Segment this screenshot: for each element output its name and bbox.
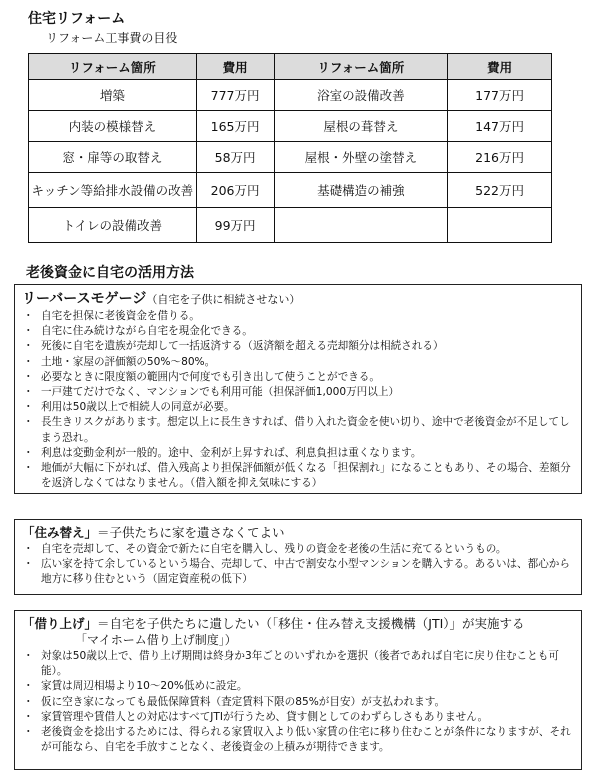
table-cell: 165万円 <box>196 111 274 142</box>
list-item: ・ 対象は50歳以上で、借り上げ期間は終身か3年ごとのいずれかを選択（後者であれば自宅に戻り住むことも可能）。 <box>15 649 581 679</box>
list-item: ・ 自宅を担保に老後資金を借りる。 <box>15 309 581 324</box>
list-item: ・ 広い家を持て余しているという場合、売却して、中古で割安な小型マンションを購入する。あるいは、都心から地方に移り住むという（固定資産税の低下） <box>15 557 581 587</box>
sumikae-box <box>14 519 582 595</box>
bullet-list <box>15 542 581 588</box>
list-item: ・ 地価が大幅に下がれば、借入残高より担保評価額が低くなる「担保割れ」になることもあり、その場合、差額分を返済しなくてはなりません。（借入額を抑え気味にする） <box>15 461 581 491</box>
table-row <box>29 173 552 208</box>
list-item: ・ 土地・家屋の評価額の50%～80%。 <box>15 355 581 370</box>
box-title-note: （自宅を子供に相続させない） <box>146 293 301 306</box>
box-title <box>22 523 581 541</box>
box-title-note: ＝自宅を子供たちに遺したい（「移住・住み替え支援機構（JTI）」が実施する <box>97 616 525 631</box>
table-cell: 777万円 <box>196 80 274 111</box>
box-title <box>22 288 581 308</box>
reform-cost-table <box>28 53 552 243</box>
list-item: ・ 仮に空き家になっても最低保障賃料（査定賃料下限の85%が目安）が支払われます。 <box>15 695 581 710</box>
table-row <box>29 80 552 111</box>
table-cell: 浴室の設備改善 <box>274 80 448 111</box>
table-cell: 177万円 <box>448 80 552 111</box>
table-cell: 屋根の葺替え <box>274 111 448 142</box>
table-cell: 屋根・外壁の塗替え <box>274 142 448 173</box>
box-title-label: 「住み替え」 <box>22 525 98 540</box>
table-row <box>29 142 552 173</box>
column-header: 費用 <box>196 54 274 80</box>
list-item: ・ 利息は変動金利が一般的。途中、金利が上昇すれば、利息負担は重くなります。 <box>15 446 581 461</box>
table-cell <box>274 208 448 243</box>
table-cell: 窓・扉等の取替え <box>29 142 197 173</box>
box-title <box>22 614 581 632</box>
page-subtitle: リフォーム工事費の目役 <box>46 31 178 45</box>
box-title-note: ＝子供たちに家を遺さなくてよい <box>97 525 285 540</box>
list-item: ・ 一戸建てだけでなく、マンションでも利用可能（担保評価1,000万円以上） <box>15 385 581 400</box>
table-cell: 522万円 <box>448 173 552 208</box>
bullet-list <box>15 309 581 491</box>
column-header: 費用 <box>448 54 552 80</box>
table-cell: 増築 <box>29 80 197 111</box>
table-cell: 216万円 <box>448 142 552 173</box>
list-item: ・ 利用は50歳以上で相続人の同意が必要。 <box>15 400 581 415</box>
list-item: ・ 必要なときに限度額の範囲内で何度でも引き出して使うことができる。 <box>15 370 581 385</box>
list-item: ・ 家賃管理や賃借人との対応はすべてJTIが行うため、貸す側としてのわずらしさもありません。 <box>15 710 581 725</box>
table-cell: 基礎構造の補強 <box>274 173 448 208</box>
table-cell: 58万円 <box>196 142 274 173</box>
table-cell <box>448 208 552 243</box>
list-item: ・ 長生きリスクがあります。想定以上に長生きすれば、借り入れた資金を使い切り、途中で老後資金が不足してしまう恐れ。 <box>15 415 581 445</box>
list-item: ・ 死後に自宅を遺族が売却して一括返済する（返済額を超える売却額分は相続される） <box>15 339 581 354</box>
box-title-label: リーバースモゲージ <box>22 291 147 307</box>
table-row <box>29 111 552 142</box>
kariage-box <box>14 610 582 770</box>
table-cell: 内装の模様替え <box>29 111 197 142</box>
column-header: リフォーム箇所 <box>274 54 448 80</box>
reverse-mortgage-box <box>14 284 582 494</box>
table-cell: トイレの設備改善 <box>29 208 197 243</box>
list-item: ・ 自宅を売却して、その資金で新たに自宅を購入し、残りの資金を老後の生活に充てるというもの。 <box>15 542 581 557</box>
column-header: リフォーム箇所 <box>29 54 197 80</box>
bullet-list <box>15 649 581 755</box>
page-title: 住宅リフォーム <box>28 11 126 27</box>
table-cell: 206万円 <box>196 173 274 208</box>
table-header-row <box>29 54 552 80</box>
box-title-label: 「借り上げ」 <box>22 616 98 631</box>
list-item: ・ 家賃は周辺相場より10～20%低めに設定。 <box>15 679 581 694</box>
list-item: ・ 老後資金を捻出するためには、得られる家賃収入より低い家賃の住宅に移り住むことが条件になりますが、それが可能なら、自宅を手放すことなく、老後資金の上積みが期待できます。 <box>15 725 581 755</box>
box-subline: 「マイホーム借り上げ制度」） <box>75 633 237 647</box>
table-cell: 147万円 <box>448 111 552 142</box>
table-row <box>29 208 552 243</box>
list-item: ・ 自宅に住み続けながら自宅を現金化できる。 <box>15 324 581 339</box>
section-heading: 老後資金に自宅の活用方法 <box>26 265 194 281</box>
table-cell: 99万円 <box>196 208 274 243</box>
table-cell: キッチン等給排水設備の改善 <box>29 173 197 208</box>
